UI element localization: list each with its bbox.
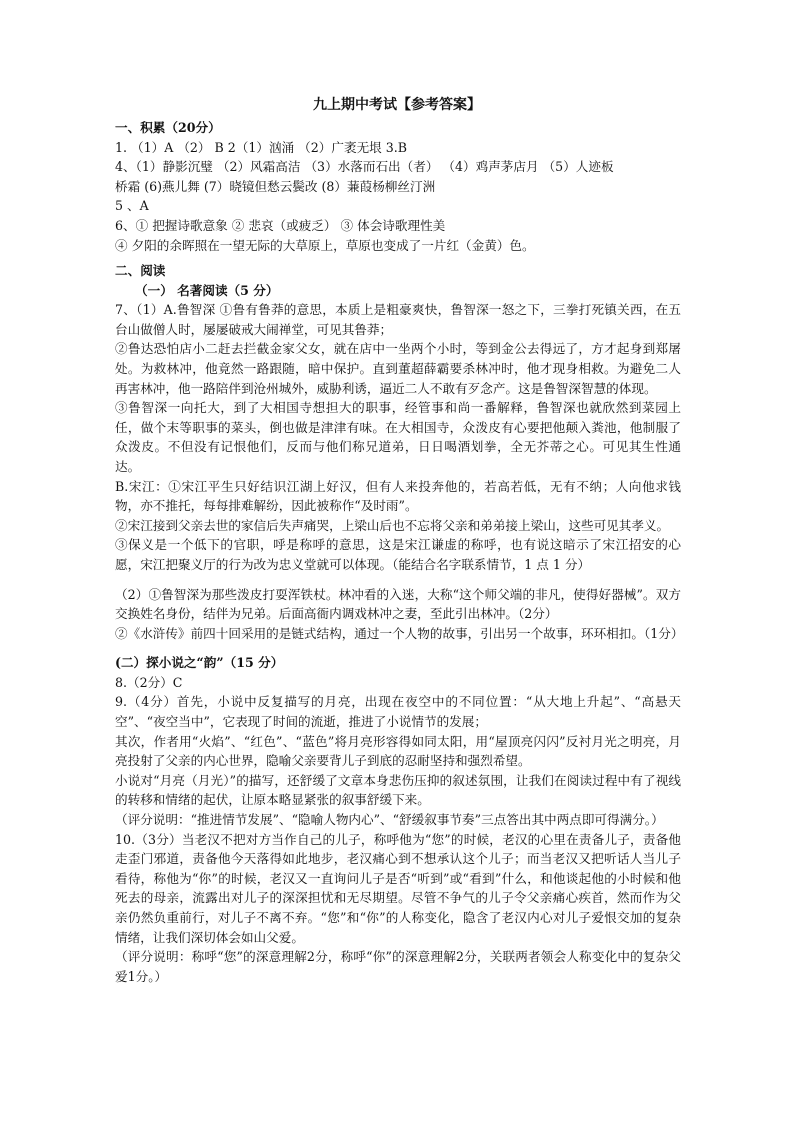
answer-line: 桥霜 (6)燕儿舞 (7）晓镜但愁云鬓改 (8）蒹葭杨柳丝汀洲 (115, 178, 436, 194)
answer-paragraph: （2）①鲁智深为那些泼皮打耍浑铁杖。林冲看的入迷，大称“这个师父端的非凡，使得好器械”。双方交换姓名身份，结伴为兄弟。后面高衙内调戏林冲之妻，至此引出林冲。（2分） (115, 586, 681, 622)
section-heading: 一、积累（20分） (115, 120, 221, 135)
scoring-note: （评分说明：称呼“您”的深意理解2分，称呼“你”的深意理解2分，关联两者领会人称变化中的复杂父爱1分。） (115, 949, 681, 984)
answer-paragraph: ②鲁达恐怕店小二赶去拦截金家父女，就在店中一坐两个小时，等到金公去得远了，方才起身到郑屠处。为救林冲，他竟然一路跟随，暗中保护。直到董超薛霸要杀林冲时，他才现身相救。为避免二人再害林冲，他一路陪伴到沧州城外，威胁利诱，逼近二人不敢有歹念产。这是鲁智深智慧的体现。 (115, 341, 681, 396)
answer-paragraph: 10.（3分）当老汉不把对方当作自己的儿子，称呼他为“您”的时候，老汉的心里在责备儿子，责备他走歪门邪道，责备他今天落得如此地步，老汉痛心到不想承认这个儿子；而当老汉又把听话人当儿子看待，称他为“你”的时候，老汉又一直询问儿子是否“听到”或“看到”什么，和他谈起他的小时候和他死去的母亲，流露出对儿子的深深担忧和无尽期望。尽管不争气的儿子令父亲痛心疾首，然而作为父亲仍然负重前行，对儿子不离不弃。“您”和“你”的人称变化，隐含了老汉内心对儿子爱恨交加的复杂情绪，让我们深切体会如山父爱。 (115, 831, 681, 945)
answer-paragraph: ③鲁智深一向托大，到了大相国寺想担大的职事，经管事和尚一番解释，鲁智深也就欣然到菜园上任，做个末等职事的菜头，倒也做是津津有味。在大相国寺，众泼皮有心要把他颠入粪池，他制服了众泼皮。不但没有记恨他们，反而与他们称兄道弟，日日喝酒划拳，全无芥蒂之心。可见其生性通达。 (115, 400, 681, 474)
answer-paragraph: ②《水浒传》前四十回采用的是链式结构，通过一个人物的故事，引出另一个故事，环环相扣。（1分） (115, 625, 684, 641)
subsection-heading: （一） 名著阅读（5 分） (135, 282, 279, 298)
answer-paragraph: 其次，作者用“火焰”、“红色”、“蓝色”将月亮形容得如同太阳，用“屋顶亮闪闪”反衬月光之明亮，月亮投射了父亲的内心世界，隐喻父亲要背儿子到底的忍耐坚持和强烈希望。 (115, 733, 681, 769)
answer-paragraph: 小说对“月亮（月光）”的描写，还舒缓了文章本身悲伤压抑的叙述氛围，让我们在阅读过程中有了视线的转移和情绪的起伏，让原本略显紧张的叙事舒缓下来。 (115, 772, 681, 808)
answer-line: ④ 夕阳的余晖照在一望无际的大草原上，草原也变成了一片红（金黄）色。 (115, 237, 535, 253)
answer-line: 8.（2分）C (115, 674, 183, 690)
answer-paragraph: ②宋江接到父亲去世的家信后失声痛哭，上梁山后也不忘将父亲和弟弟接上梁山，这些可见其孝义。 (115, 517, 670, 533)
scoring-note: （评分说明：“推进情节发展”、“隐喻人物内心”、“舒缓叙事节奏”三点答出其中两点即可得满分。） (115, 812, 664, 828)
subsection-heading: (二）探小说之“韵”（15 分） (115, 655, 284, 671)
answer-paragraph: 7、（1）A.鲁智深 ①鲁有鲁莽的意思，本质上是粗豪爽快，鲁智深一怒之下，三拳打死镇关西，在五台山做僧人时，屡屡破戒大闹禅堂，可见其鲁莽； (115, 302, 681, 337)
answer-line: 1. （1）A （2） B 2（1）汹涌 （2）广袤无垠 3.B (115, 139, 408, 155)
section-accumulation (115, 118, 681, 255)
section-heading: 二、阅读 (115, 263, 166, 278)
answer-line: 5 、A (115, 198, 149, 214)
section-reading (115, 261, 684, 986)
answer-paragraph: ③保义是一个低下的官职，呼是称呼的意思，这是宋江谦虚的称呼，也有说这暗示了宋江招安的心愿，宋江把聚义厅的行为改为忠义堂就可以体现。（能结合名字联系情节，1 点 1 分） (115, 537, 681, 572)
page-title: 九上期中考试【参考答案】 (313, 97, 481, 113)
answer-line: 4、（1）静影沉璧 （2）风霜高洁 （3）水落而石出（者） （4）鸡声茅店月 （5）人迹板 (115, 159, 614, 175)
answer-paragraph: B.宋江：①宋江平生只好结识江湖上好汉，但有人来投奔他的，若高若低，无有不纳；人向他求钱物，亦不推托，每每排难解纷，因此被称作“及时雨”。 (115, 478, 681, 514)
answer-paragraph: 9.（4分）首先，小说中反复描写的月亮，出现在夜空中的不同位置：“从大地上升起”、“高悬天空”、“夜空当中”，它表现了时间的流逝，推进了小说情节的发展； (115, 694, 681, 730)
answer-line: 6、① 把握诗歌意象 ② 悲哀（或疲乏） ③ 体会诗歌理性美 (115, 217, 446, 233)
